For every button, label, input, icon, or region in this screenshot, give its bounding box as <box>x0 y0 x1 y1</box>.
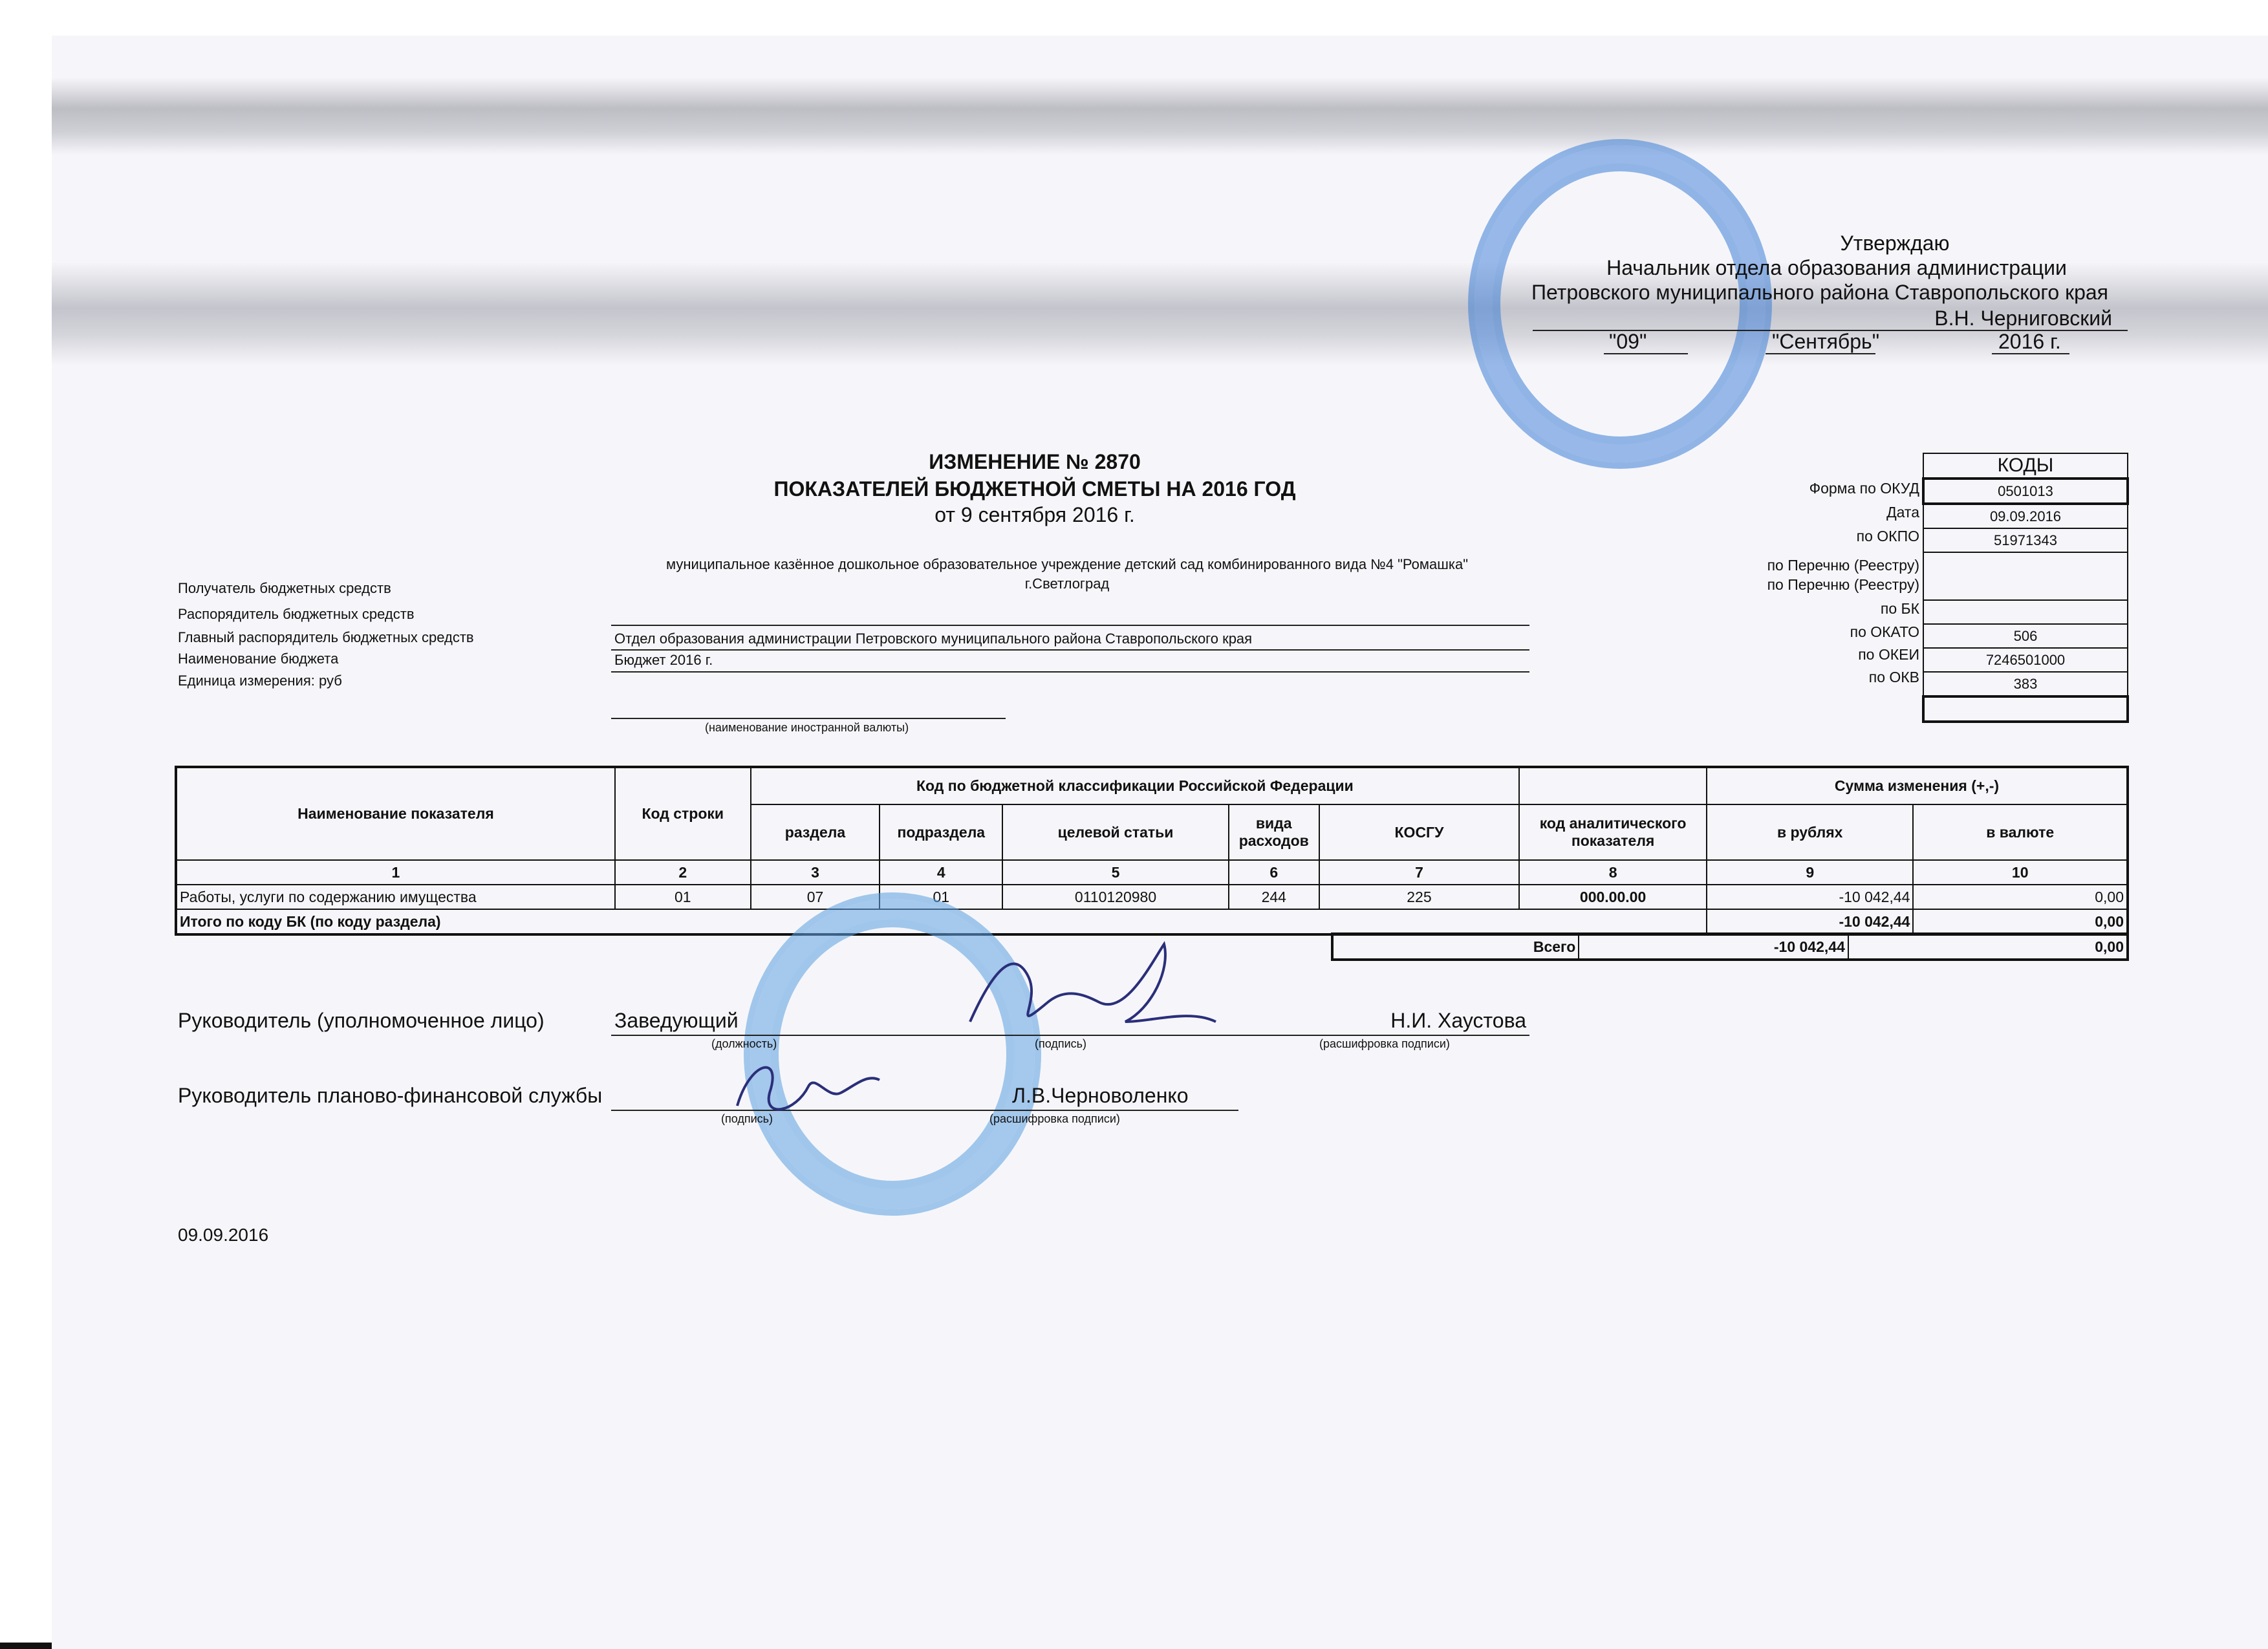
code-value <box>1923 600 2128 624</box>
code-label: Форма по ОКУД <box>1809 480 1919 497</box>
code-value: 7246501000 <box>1923 648 2128 672</box>
col-num: 2 <box>615 860 751 885</box>
code-value: 0501013 <box>1923 479 2128 504</box>
caption-sign: (подпись) <box>721 1112 773 1125</box>
cell-cur: 0,00 <box>1913 885 2128 909</box>
th-sum: Сумма изменения (+,-) <box>1707 767 2128 804</box>
code-value: 09.09.2016 <box>1923 504 2128 528</box>
subtotal-label: Итого по коду БК (по коду раздела) <box>176 909 1707 934</box>
month-underline <box>1766 353 1875 354</box>
footer-date: 09.09.2016 <box>178 1225 269 1245</box>
th-target: целевой статьи <box>1002 804 1229 860</box>
year-underline <box>1992 353 2069 354</box>
label-distributor: Распорядитель бюджетных средств <box>178 606 415 622</box>
recipient-city: г.Светлоград <box>1024 576 1110 592</box>
label-unit: Единица измерения: руб <box>178 673 342 689</box>
cell-kosgu: 225 <box>1319 885 1519 909</box>
th-blank <box>1519 767 1707 804</box>
th-analytic: код аналитического показателя <box>1519 804 1707 860</box>
th-code: Код строки <box>615 767 751 860</box>
codes-header: КОДЫ <box>1923 453 2128 479</box>
subtotal-rub: -10 042,44 <box>1707 909 1913 934</box>
approval-position: Начальник отдела образования администрации <box>1606 256 2067 279</box>
code-label: по Перечню (Реестру) <box>1767 557 1919 574</box>
scan-corner <box>0 1643 52 1649</box>
caption-position: (должность) <box>711 1037 777 1050</box>
col-num: 7 <box>1319 860 1519 885</box>
code-value <box>1923 696 2128 722</box>
recipient-name: муниципальное казённое дошкольное образовательное учреждение детский сад комбинированного вида №4 "Ромашка" <box>665 556 1469 572</box>
currency-caption: (наименование иностранной валюты) <box>705 721 909 734</box>
head-signature <box>957 925 1229 1054</box>
cell-name: Работы, услуги по содержанию имущества <box>176 885 615 909</box>
th-vid: вида расходов <box>1229 804 1319 860</box>
col-num: 9 <box>1707 860 1913 885</box>
caption-decode: (расшифровка подписи) <box>1319 1037 1450 1050</box>
caption-sign: (подпись) <box>1035 1037 1087 1050</box>
approval-org: Петровского муниципального района Ставропольского края <box>1531 281 2108 304</box>
th-kosgu: КОСГУ <box>1319 804 1519 860</box>
code-value: 51971343 <box>1923 528 2128 552</box>
code-label: по БК <box>1880 600 1919 617</box>
approval-month: "Сентябрь" <box>1772 330 1880 353</box>
cell-rub: -10 042,44 <box>1707 885 1913 909</box>
head-label: Руководитель (уполномоченное лицо) <box>178 1009 545 1032</box>
cell-code: 01 <box>615 885 751 909</box>
scan-left-margin <box>0 0 52 1649</box>
th-cur: в валюте <box>1913 804 2128 860</box>
code-value: 383 <box>1923 672 2128 696</box>
currency-line <box>611 718 1006 719</box>
table-row <box>176 885 2128 909</box>
head-position: Заведующий <box>614 1009 739 1032</box>
budget-name-line <box>611 671 1529 673</box>
code-label: Дата <box>1886 504 1919 521</box>
doc-subtitle: ПОКАЗАТЕЛЕЙ БЮДЖЕТНОЙ СМЕТЫ НА 2016 ГОД <box>773 477 1296 501</box>
main-distributor-value: Отдел образования администрации Петровского муниципального района Ставропольского края <box>614 630 1253 647</box>
budget-name-value: Бюджет 2016 г. <box>614 652 713 668</box>
th-razdel: раздела <box>751 804 880 860</box>
cell-vid: 244 <box>1229 885 1319 909</box>
th-rub: в рублях <box>1707 804 1913 860</box>
head-name: Н.И. Хаустова <box>1390 1009 1526 1032</box>
caption-decode: (расшифровка подписи) <box>989 1112 1120 1125</box>
col-num: 6 <box>1229 860 1319 885</box>
code-label: по ОКПО <box>1856 528 1919 544</box>
label-recipient: Получатель бюджетных средств <box>178 580 391 596</box>
approval-year: 2016 г. <box>1998 330 2061 353</box>
th-bk: Код по бюджетной классификации Российской Федерации <box>751 767 1520 804</box>
codes-table <box>1922 453 2129 723</box>
approval-caption: Утверждаю <box>1840 232 1950 255</box>
fin-signature <box>724 1035 892 1138</box>
cell-target: 0110120980 <box>1002 885 1229 909</box>
main-distributor-line <box>611 649 1529 651</box>
day-underline <box>1604 353 1688 354</box>
label-main-distributor: Главный распорядитель бюджетных средств <box>178 629 474 645</box>
fin-name: Л.В.Черноволенко <box>1012 1084 1189 1107</box>
col-num: 1 <box>176 860 615 885</box>
approval-day: "09" <box>1609 330 1647 353</box>
codes-labels <box>1578 453 1919 689</box>
scan-shading-top <box>52 78 2268 155</box>
cell-podrazdel: 01 <box>880 885 1002 909</box>
code-label: по ОКЕИ <box>1858 646 1919 663</box>
cell-analytic: 000.00.00 <box>1519 885 1707 909</box>
code-label: по Перечню (Реестру) <box>1767 576 1919 593</box>
code-label: по ОКАТО <box>1850 623 1919 640</box>
col-num: 5 <box>1002 860 1229 885</box>
th-podrazdel: подраздела <box>880 804 1002 860</box>
col-num: 3 <box>751 860 880 885</box>
col-num: 8 <box>1519 860 1707 885</box>
total-table <box>1331 932 2129 961</box>
fin-sign-line <box>611 1110 1238 1111</box>
budget-table <box>175 766 2129 936</box>
col-num: 4 <box>880 860 1002 885</box>
code-value: 506 <box>1923 624 2128 648</box>
doc-title: ИЗМЕНЕНИЕ № 2870 <box>929 450 1141 473</box>
cell-razdel: 07 <box>751 885 880 909</box>
distributor-line <box>611 625 1529 626</box>
total-label: Всего <box>1332 934 1579 960</box>
approval-signer: В.Н. Черниговский <box>1934 307 2112 330</box>
label-budget-name: Наименование бюджета <box>178 651 339 667</box>
th-name: Наименование показателя <box>176 767 615 860</box>
subtotal-cur: 0,00 <box>1913 909 2128 934</box>
code-value <box>1923 552 2128 600</box>
total-cur: 0,00 <box>1848 934 2128 960</box>
code-label: по ОКВ <box>1868 669 1919 685</box>
col-num: 10 <box>1913 860 2128 885</box>
fin-label: Руководитель планово-финансовой службы <box>178 1084 603 1107</box>
doc-date-line: от 9 сентября 2016 г. <box>934 503 1135 526</box>
total-rub: -10 042,44 <box>1579 934 1848 960</box>
